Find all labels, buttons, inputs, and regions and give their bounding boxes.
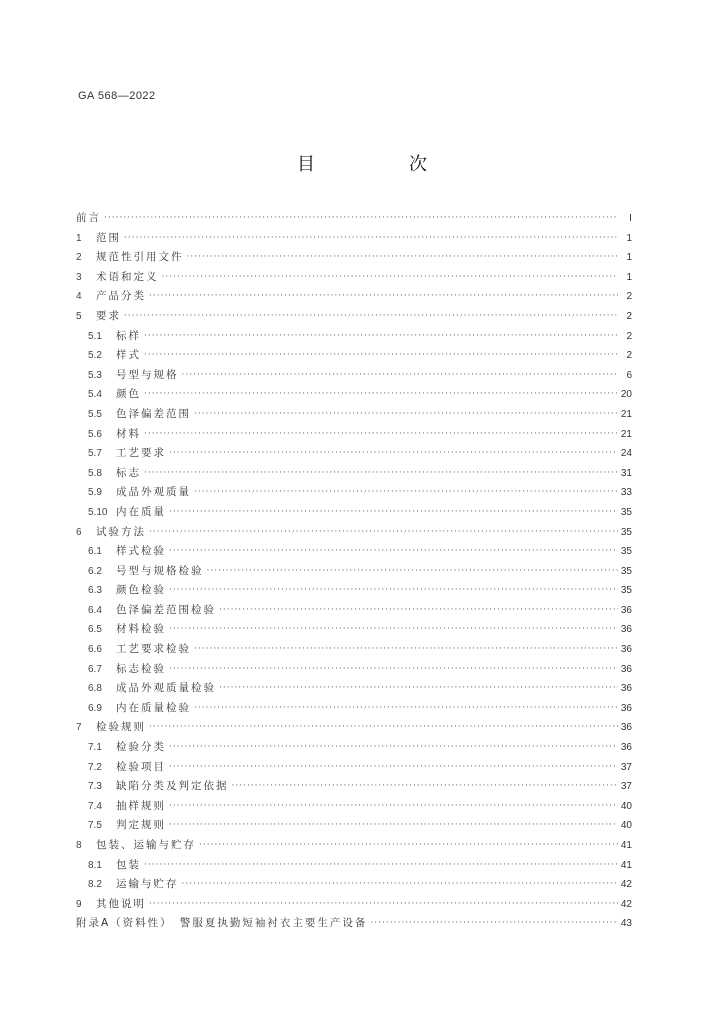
toc-dot-leader (232, 777, 619, 797)
toc-entry[interactable] (76, 209, 632, 229)
toc-entry-label: 标志检验 (116, 662, 166, 675)
toc-entry-page: 36 (620, 742, 632, 754)
toc-entry-label: 其他说明 (96, 897, 146, 910)
toc-dot-leader (169, 816, 618, 836)
toc-entry[interactable] (76, 914, 632, 934)
toc-entry-page: 36 (620, 722, 632, 734)
toc-entry-label: 包装、运输与贮存 (96, 839, 196, 851)
toc-dot-leader (124, 307, 618, 327)
toc-entry-number: 7.4 (88, 800, 102, 812)
toc-entry-number: 8 (76, 840, 82, 851)
toc-entry-label: 色泽偏差范围 (116, 407, 191, 420)
toc-entry-page: 2 (626, 291, 632, 303)
toc-entry-label: 要求 (96, 309, 121, 322)
toc-entry-page: 43 (620, 918, 632, 930)
toc-entry-page: 2 (626, 310, 632, 322)
toc-entry[interactable] (76, 679, 632, 699)
toc-entry-page: 35 (620, 506, 632, 518)
toc-entry-label: 内在质量检验 (116, 701, 191, 714)
toc-entry-page: 42 (620, 898, 632, 910)
toc-entry-page: 40 (620, 800, 632, 812)
toc-entry-page: 1 (626, 271, 632, 283)
toc-entry-label: 号型与规格检验 (116, 564, 204, 577)
toc-entry-label: 样式检验 (116, 545, 166, 558)
toc-entry-label: 附录A（资料性） 警服夏执勤短袖衬衣主要生产设备 (76, 917, 368, 930)
toc-entry-number: 6.6 (88, 644, 102, 656)
toc-entry[interactable] (76, 562, 632, 582)
toc-dot-leader (169, 738, 618, 758)
toc-dot-leader (144, 385, 618, 405)
toc-entry[interactable] (76, 738, 632, 758)
toc-dot-leader (182, 875, 619, 895)
toc-dot-leader (169, 542, 618, 562)
toc-entry-label: 术语和定义 (96, 270, 159, 283)
toc-entry-label: 号型与规格 (116, 368, 179, 381)
toc-entry[interactable] (76, 601, 632, 621)
toc-entry-page: 36 (620, 644, 632, 656)
toc-dot-leader (194, 405, 618, 425)
toc-dot-leader (169, 758, 618, 778)
toc-entry[interactable] (76, 405, 632, 425)
toc-entry-label: 样式 (116, 349, 141, 362)
toc-entry-page: 24 (620, 448, 632, 460)
toc-entry-number: 5.8 (88, 467, 102, 479)
toc-dot-leader (370, 914, 618, 934)
toc-dot-leader (187, 248, 619, 268)
toc-entry[interactable] (76, 758, 632, 778)
toc-entry-label: 规范性引用文件 (96, 251, 184, 264)
toc-entry-label: 标样 (116, 329, 141, 342)
toc-dot-leader (194, 699, 618, 719)
toc-entry-page: 41 (620, 859, 632, 871)
toc-entry-number: 5.4 (88, 389, 102, 401)
toc-entry-label: 检验分类 (116, 741, 166, 754)
toc-entry-number: 7.1 (88, 742, 102, 754)
toc-entry-page: 2 (626, 330, 632, 342)
toc-entry[interactable] (76, 875, 632, 895)
toc-entry-page: 35 (620, 565, 632, 577)
toc-entry-page: 40 (620, 820, 632, 832)
toc-entry-number: 5.3 (88, 369, 102, 381)
toc-dot-leader (144, 856, 618, 876)
toc-entry[interactable] (76, 620, 632, 640)
toc-entry-number: 1 (76, 232, 82, 244)
toc-dot-leader (144, 464, 618, 484)
toc-entry-number: 6.7 (88, 663, 102, 675)
toc-entry-page: 36 (620, 683, 632, 695)
toc-entry[interactable] (76, 542, 632, 562)
toc-entry-label: 标志 (116, 466, 141, 479)
toc-entry-number: 5.1 (88, 330, 102, 342)
toc-entry-label: 成品外观质量 (116, 486, 191, 499)
toc-entry-label: 内在质量 (116, 505, 166, 518)
toc-entry-label: 工艺要求 (116, 447, 166, 460)
toc-entry-label: 抽样规则 (116, 799, 166, 812)
toc-entry-page: 20 (620, 389, 632, 401)
toc-dot-leader (199, 836, 618, 856)
toc-dot-leader (149, 718, 618, 738)
toc-dot-leader (144, 346, 618, 366)
toc-entry-page: 35 (620, 585, 632, 597)
toc-entry-page: 1 (626, 232, 632, 244)
toc-entry-number: 6.5 (88, 624, 102, 636)
toc-entry-number: 8.2 (88, 879, 102, 891)
table-of-contents (76, 209, 632, 934)
toc-entry[interactable] (76, 385, 632, 405)
toc-entry-label: 色泽偏差范围检验 (116, 603, 216, 616)
toc-dot-leader (144, 425, 618, 445)
toc-dot-leader (169, 444, 618, 464)
toc-entry[interactable] (76, 287, 632, 307)
toc-entry-label: 运输与贮存 (116, 878, 179, 891)
toc-entry[interactable] (76, 307, 632, 327)
toc-entry-label: 判定规则 (116, 819, 166, 832)
toc-entry[interactable] (76, 836, 632, 856)
toc-entry-page: 36 (620, 702, 632, 714)
toc-entry-page: 33 (620, 487, 632, 499)
toc-entry-label: 材料 (116, 427, 141, 440)
toc-entry-number: 7.5 (88, 820, 102, 832)
toc-entry[interactable] (76, 444, 632, 464)
toc-entry-page: 36 (620, 663, 632, 675)
toc-entry[interactable] (76, 718, 632, 738)
toc-entry-number: 7.2 (88, 761, 102, 773)
toc-entry-label: 颜色检验 (116, 584, 166, 597)
toc-entry-page: Ⅰ (629, 213, 632, 224)
toc-entry-label: 缺陷分类及判定依据 (116, 780, 229, 793)
toc-entry[interactable] (76, 816, 632, 836)
toc-entry-page: 37 (620, 781, 632, 793)
toc-entry[interactable] (76, 699, 632, 719)
toc-entry-number: 6.8 (88, 683, 102, 695)
toc-entry-label: 试验方法 (96, 525, 146, 538)
toc-dot-leader (219, 601, 618, 621)
toc-dot-leader (124, 229, 618, 249)
toc-entry-page: 31 (620, 467, 632, 479)
toc-entry-number: 9 (76, 898, 82, 910)
toc-entry[interactable] (76, 248, 632, 268)
toc-entry-number: 3 (76, 271, 82, 283)
toc-entry-number: 6.3 (88, 585, 102, 597)
toc-entry-number: 5 (76, 310, 82, 322)
toc-entry-page: 35 (620, 546, 632, 558)
toc-entry[interactable] (76, 660, 632, 680)
toc-entry[interactable] (76, 464, 632, 484)
toc-entry-number: 6 (76, 526, 82, 538)
toc-entry-page: 37 (620, 761, 632, 773)
toc-dot-leader (149, 287, 618, 307)
toc-entry[interactable] (76, 503, 632, 523)
toc-entry-label: 检验规则 (96, 721, 146, 734)
toc-entry-page: 1 (626, 252, 632, 264)
toc-entry-number: 4 (76, 291, 82, 303)
toc-entry-label: 成品外观质量检验 (116, 682, 216, 695)
toc-dot-leader (169, 620, 618, 640)
toc-entry-label: 颜色 (116, 388, 141, 401)
toc-entry-number: 2 (76, 252, 82, 264)
toc-entry-page: 36 (620, 624, 632, 636)
toc-entry[interactable] (76, 346, 632, 366)
page-title: 目 次 (297, 154, 465, 175)
toc-entry-label: 前言 (76, 212, 101, 224)
toc-dot-leader (149, 523, 618, 543)
toc-entry-number: 8.1 (88, 859, 102, 871)
toc-entry-number: 6.1 (88, 546, 102, 558)
toc-dot-leader (169, 660, 618, 680)
toc-entry-page: 42 (620, 879, 632, 891)
toc-entry-page: 6 (626, 369, 632, 381)
toc-entry-number: 6.2 (88, 565, 102, 577)
toc-entry-label: 范围 (96, 231, 121, 244)
toc-entry-number: 5.2 (88, 350, 102, 362)
toc-entry[interactable] (76, 581, 632, 601)
toc-entry-number: 6.4 (88, 604, 102, 616)
toc-entry[interactable] (76, 366, 632, 386)
toc-entry[interactable] (76, 425, 632, 445)
toc-dot-leader (219, 679, 618, 699)
toc-dot-leader (194, 483, 618, 503)
toc-entry[interactable] (76, 229, 632, 249)
toc-entry-page: 21 (620, 408, 632, 420)
toc-entry-number: 5.5 (88, 408, 102, 420)
toc-entry-page: 21 (620, 428, 632, 440)
toc-dot-leader (144, 327, 618, 347)
toc-dot-leader (169, 797, 618, 817)
toc-entry-label: 包装 (116, 858, 141, 871)
toc-entry[interactable] (76, 268, 632, 288)
toc-dot-leader (162, 268, 619, 288)
toc-entry-label: 产品分类 (96, 290, 146, 303)
toc-dot-leader (194, 640, 618, 660)
toc-entry-label: 材料检验 (116, 623, 166, 636)
toc-entry[interactable] (76, 856, 632, 876)
toc-entry[interactable] (76, 483, 632, 503)
toc-dot-leader (182, 366, 619, 386)
toc-entry-number: 5.7 (88, 448, 102, 460)
toc-entry-number: 7.3 (88, 781, 102, 793)
toc-dot-leader (169, 581, 618, 601)
toc-dot-leader (104, 209, 618, 229)
toc-dot-leader (169, 503, 618, 523)
toc-entry-page: 41 (620, 840, 632, 851)
toc-entry[interactable] (76, 327, 632, 347)
toc-entry[interactable] (76, 895, 632, 915)
toc-entry-number: 5.6 (88, 428, 102, 440)
toc-dot-leader (207, 562, 619, 582)
toc-entry[interactable] (76, 523, 632, 543)
toc-entry-number: 6.9 (88, 702, 102, 714)
toc-entry-number: 5.10 (88, 506, 108, 518)
standard-code: GA 568—2022 (78, 90, 156, 102)
toc-entry-page: 2 (626, 350, 632, 362)
toc-entry-label: 工艺要求检验 (116, 643, 191, 656)
toc-entry-page: 36 (620, 604, 632, 616)
toc-entry-number: 5.9 (88, 487, 102, 499)
toc-entry-number: 7 (76, 722, 82, 734)
toc-entry[interactable] (76, 797, 632, 817)
toc-dot-leader (149, 895, 618, 915)
toc-entry[interactable] (76, 640, 632, 660)
toc-entry-page: 35 (620, 526, 632, 538)
toc-entry[interactable] (76, 777, 632, 797)
toc-entry-label: 检验项目 (116, 760, 166, 773)
